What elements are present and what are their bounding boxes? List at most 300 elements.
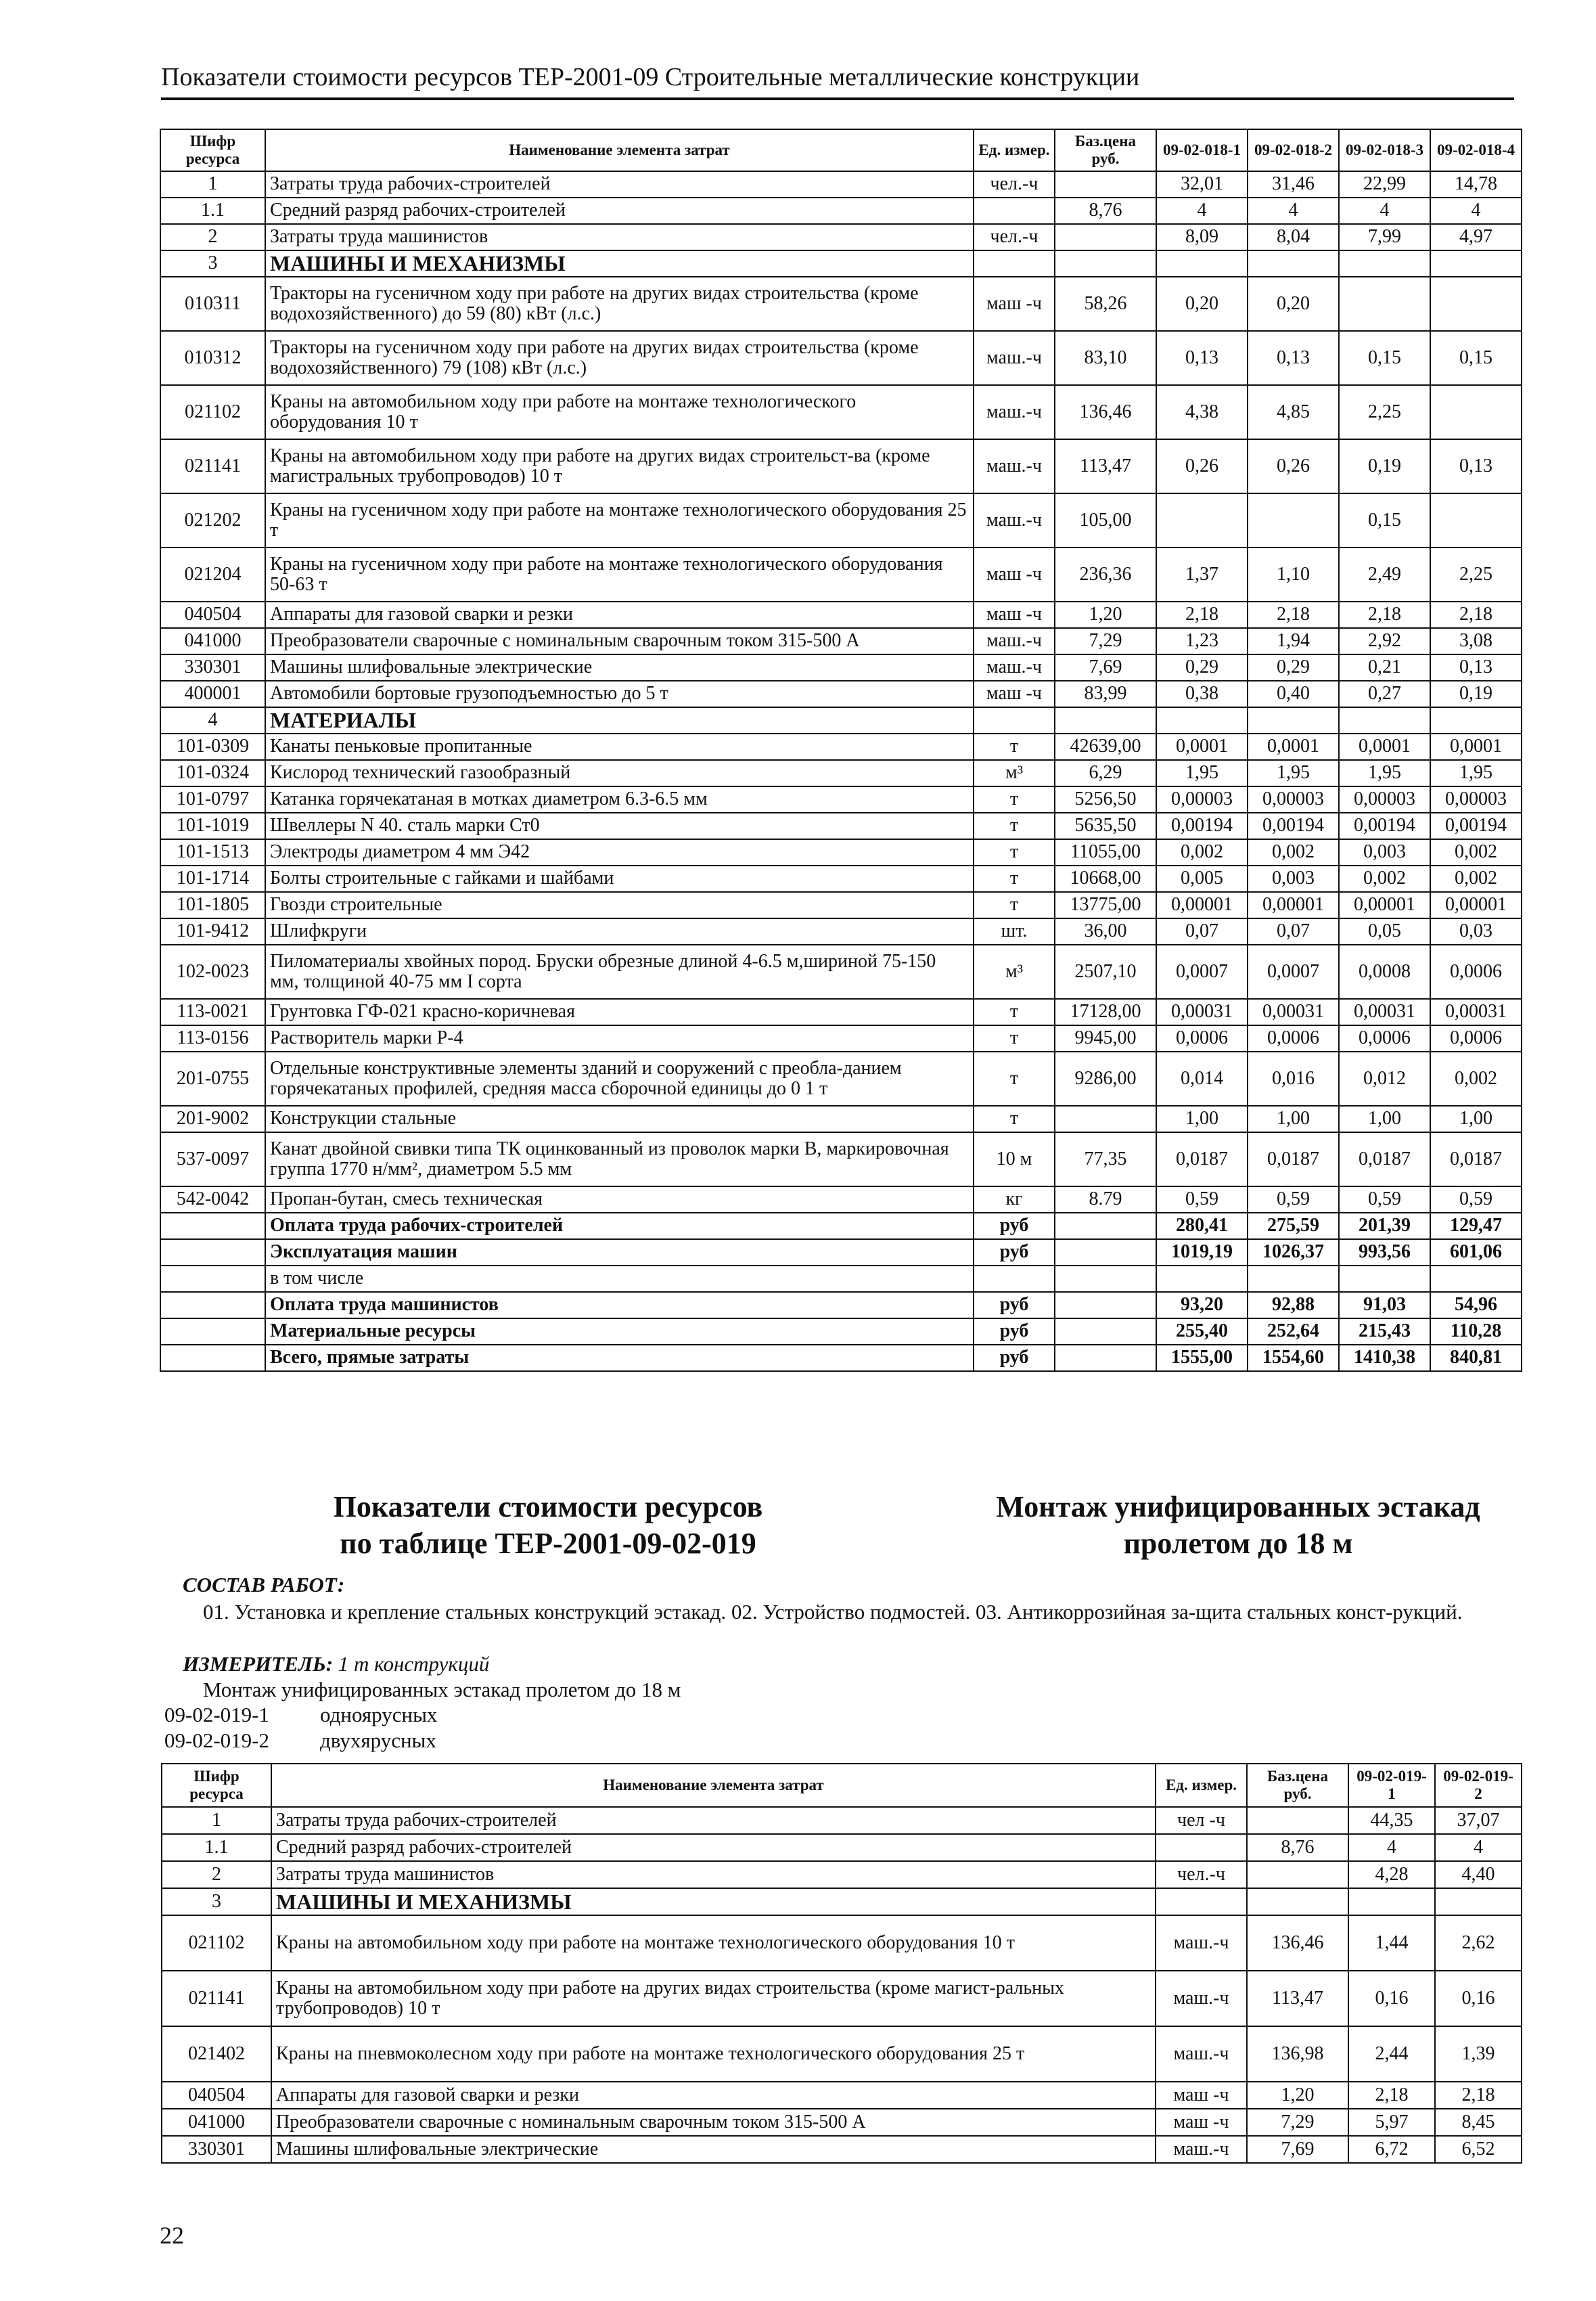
variant-1-line (164, 1702, 438, 1727)
resource-name-cell: Краны на пневмоколесном ходу при работе на монтаже технологического оборудования 25 т (271, 2026, 1156, 2082)
variant-3-value-cell: 2,18 (1339, 602, 1430, 628)
table-row (160, 331, 1522, 385)
table-row (160, 602, 1522, 628)
base-price-cell: 10668,00 (1055, 866, 1156, 892)
variant-4-value-cell: 14,78 (1430, 171, 1522, 198)
variant-1-value-cell: 0,00001 (1156, 892, 1248, 918)
variant-3-value-cell: 0,002 (1339, 866, 1430, 892)
unit-cell: маш.-ч (974, 385, 1055, 439)
base-price-cell (1055, 1292, 1156, 1318)
resource-name-cell: Краны на автомобильном ходу при работе на других видах строительст-ва (кроме магистральных трубопроводов) 10 т (265, 439, 974, 493)
base-price-cell: 136,98 (1247, 2026, 1348, 2082)
resource-code-cell: 2 (160, 224, 265, 250)
section-title-right (967, 1489, 1509, 1561)
resource-code-cell: 021202 (160, 493, 265, 548)
variant-4-value-cell: 1,95 (1430, 760, 1522, 786)
resource-code-cell (160, 1292, 265, 1318)
unit-cell: т (974, 866, 1055, 892)
variant-2-value-cell (1248, 250, 1339, 277)
base-price-cell: 8,76 (1247, 1834, 1348, 1861)
base-price-cell: 58,26 (1055, 277, 1156, 331)
resource-code-cell (160, 1239, 265, 1266)
variant-1-value-cell: 4 (1348, 1834, 1435, 1861)
variant-1-value-cell: 8,09 (1156, 224, 1248, 250)
resource-code-cell (160, 1213, 265, 1239)
table-row (162, 1971, 1522, 2026)
variant-4-value-cell: 0,59 (1430, 1186, 1522, 1213)
unit-cell: чел.-ч (974, 224, 1055, 250)
base-price-cell: 9945,00 (1055, 1025, 1156, 1052)
table-row (160, 1186, 1522, 1213)
unit-cell: чел -ч (1156, 1807, 1247, 1834)
unit-cell: кг (974, 1186, 1055, 1213)
variant-2-value-cell: 1,10 (1248, 548, 1339, 602)
col-header-name: Наименование элемента затрат (265, 129, 974, 171)
base-price-cell: 11055,00 (1055, 839, 1156, 866)
variant-2-value-cell: 1,39 (1435, 2026, 1522, 2082)
resource-name-cell: Преобразователи сварочные с номинальным сварочным током 315-500 А (271, 2109, 1156, 2136)
variant-4-value-cell: 129,47 (1430, 1213, 1522, 1239)
table-row (162, 2026, 1522, 2082)
variant-1-value-cell: 1555,00 (1156, 1345, 1248, 1371)
unit-cell: маш -ч (1156, 2082, 1247, 2109)
variant-1-value-cell (1348, 1888, 1435, 1915)
unit-cell: чел.-ч (974, 171, 1055, 198)
resource-code-cell: 041000 (160, 628, 265, 654)
col-header-variant-3: 09-02-018-3 (1339, 129, 1430, 171)
table-row (160, 1345, 1522, 1371)
unit-cell: маш.-ч (974, 331, 1055, 385)
base-price-cell: 83,99 (1055, 681, 1156, 707)
resource-code-cell: 113-0156 (160, 1025, 265, 1052)
unit-cell: т (974, 813, 1055, 839)
base-price-cell (1055, 224, 1156, 250)
section-title-left-line2: по таблице ТЕР-2001-09-02-019 (340, 1526, 756, 1560)
base-price-cell (1055, 1213, 1156, 1239)
variant-4-value-cell: 0,002 (1430, 839, 1522, 866)
resource-name-cell: Преобразователи сварочные с номинальным сварочным током 315-500 А (265, 628, 974, 654)
resource-name-cell: Тракторы на гусеничном ходу при работе на других видах строительства (кроме водохозяйственного) 79 (108) кВт (л.с.) (265, 331, 974, 385)
table-row (160, 224, 1522, 250)
col-header-unit: Ед. измер. (1156, 1764, 1247, 1807)
base-price-cell: 17128,00 (1055, 999, 1156, 1025)
unit-cell: м³ (974, 945, 1055, 999)
variant-1-value-cell: 0,014 (1156, 1052, 1248, 1106)
resource-code-cell: 010312 (160, 331, 265, 385)
col-header-variant-2: 09-02-018-2 (1248, 129, 1339, 171)
table-row (160, 1239, 1522, 1266)
variant-4-value-cell: 0,0006 (1430, 945, 1522, 999)
resource-code-cell: 021102 (162, 1915, 271, 1971)
resource-cost-table-019 (161, 1763, 1522, 2164)
variant-4-value-cell (1430, 250, 1522, 277)
unit-cell: шт. (974, 918, 1055, 945)
resource-code-cell: 537-0097 (160, 1132, 265, 1186)
variant-1-value-cell: 5,97 (1348, 2109, 1435, 2136)
unit-cell: м³ (974, 760, 1055, 786)
unit-cell: т (974, 999, 1055, 1025)
unit-cell: т (974, 1106, 1055, 1132)
section-title-left (291, 1489, 805, 1561)
variant-1-value-cell (1156, 250, 1248, 277)
table-row (162, 2082, 1522, 2109)
resource-cost-table-018 (160, 129, 1522, 1372)
unit-cell: руб (974, 1345, 1055, 1371)
resource-code-cell: 102-0023 (160, 945, 265, 999)
unit-cell: маш -ч (1156, 2109, 1247, 2136)
unit-cell: маш -ч (974, 277, 1055, 331)
variant-3-value-cell: 0,00003 (1339, 786, 1430, 813)
variant-1-value-cell: 6,72 (1348, 2136, 1435, 2163)
base-price-cell (1247, 1888, 1348, 1915)
variant-1-value-cell: 2,18 (1156, 602, 1248, 628)
table-row (160, 892, 1522, 918)
variant-2-value-cell: 0,0007 (1248, 945, 1339, 999)
variant-4-value-cell: 0,00001 (1430, 892, 1522, 918)
variant-2-value-cell: 2,18 (1435, 2082, 1522, 2109)
unit-cell: т (974, 839, 1055, 866)
variant-2-value-cell: 0,016 (1248, 1052, 1339, 1106)
unit-cell: руб (974, 1292, 1055, 1318)
variant-1-value-cell: 0,005 (1156, 866, 1248, 892)
variant-1-value-cell (1156, 707, 1248, 734)
resource-name-cell: Оплата труда машинистов (265, 1292, 974, 1318)
variant-2-value-cell: 0,00194 (1248, 813, 1339, 839)
base-price-cell (1247, 1807, 1348, 1834)
variant-2-value-cell: 0,16 (1435, 1971, 1522, 2026)
resource-name-cell: Затраты труда машинистов (265, 224, 974, 250)
variant-3-value-cell: 0,00031 (1339, 999, 1430, 1025)
table-row (160, 813, 1522, 839)
variant-2-value-cell: 1554,60 (1248, 1345, 1339, 1371)
variant-2-value-cell: 2,62 (1435, 1915, 1522, 1971)
variant-3-value-cell: 0,0187 (1339, 1132, 1430, 1186)
variant-3-value-cell: 0,05 (1339, 918, 1430, 945)
resource-code-cell: 101-0324 (160, 760, 265, 786)
base-price-cell: 105,00 (1055, 493, 1156, 548)
resource-name-cell: Электроды диаметром 4 мм Э42 (265, 839, 974, 866)
work-composition-text: 01. Установка и крепление стальных конструкций эстакад. 02. Устройство подмостей. 03. Антикоррозийная за-щита стальных конст-рукций. (203, 1600, 1463, 1624)
variant-4-value-cell: 4,97 (1430, 224, 1522, 250)
unit-cell (1156, 1834, 1247, 1861)
base-price-cell: 113,47 (1247, 1971, 1348, 2026)
resource-code-cell: 040504 (162, 2082, 271, 2109)
variant-2-value-cell: 1,94 (1248, 628, 1339, 654)
variant-2-code: 09-02-019-2 (164, 1728, 269, 1752)
variant-1-value-cell: 1019,19 (1156, 1239, 1248, 1266)
col-header-unit: Ед. измер. (974, 129, 1055, 171)
base-price-cell (1055, 250, 1156, 277)
variant-4-value-cell (1430, 385, 1522, 439)
variant-3-value-cell: 0,27 (1339, 681, 1430, 707)
variant-2-value-cell: 0,00001 (1248, 892, 1339, 918)
base-price-cell: 136,46 (1247, 1915, 1348, 1971)
resource-name-cell: Аппараты для газовой сварки и резки (265, 602, 974, 628)
variant-1-value-cell: 0,002 (1156, 839, 1248, 866)
base-price-cell: 7,29 (1247, 2109, 1348, 2136)
variant-2-value-cell: 0,00003 (1248, 786, 1339, 813)
variant-3-value-cell: 0,003 (1339, 839, 1430, 866)
unit-cell: т (974, 786, 1055, 813)
variant-2-value-cell: 0,13 (1248, 331, 1339, 385)
resource-name-cell: МАШИНЫ И МЕХАНИЗМЫ (271, 1888, 1156, 1915)
resource-code-cell: 101-0797 (160, 786, 265, 813)
work-composition-label: СОСТАВ РАБОТ: (183, 1573, 345, 1596)
variant-3-value-cell: 0,19 (1339, 439, 1430, 493)
base-price-cell: 7,29 (1055, 628, 1156, 654)
unit-cell: чел.-ч (1156, 1861, 1247, 1888)
base-price-cell: 1,20 (1055, 602, 1156, 628)
resource-name-cell: Отдельные конструктивные элементы зданий и сооружений с преобла-данием горячекатаных профилей, средняя масса сборочной единицы до 0 1 т (265, 1052, 974, 1106)
section-title-right-line2: пролетом до 18 м (1123, 1526, 1353, 1560)
variant-1-code: 09-02-019-1 (164, 1703, 269, 1726)
resource-name-cell: Гвозди строительные (265, 892, 974, 918)
base-price-cell: 77,35 (1055, 1132, 1156, 1186)
base-price-cell (1055, 1345, 1156, 1371)
resource-code-cell: 330301 (160, 654, 265, 681)
table-row (160, 198, 1522, 224)
table-row (162, 1888, 1522, 1915)
table-row (160, 786, 1522, 813)
variant-1-value-cell: 44,35 (1348, 1807, 1435, 1834)
variant-3-value-cell (1339, 707, 1430, 734)
variant-3-value-cell: 2,49 (1339, 548, 1430, 602)
resource-code-cell: 101-0309 (160, 734, 265, 760)
variant-4-value-cell: 3,08 (1430, 628, 1522, 654)
variant-3-value-cell: 0,0006 (1339, 1025, 1430, 1052)
variant-1-value-cell: 0,38 (1156, 681, 1248, 707)
variant-1-value-cell (1156, 1266, 1248, 1292)
base-price-cell: 8.79 (1055, 1186, 1156, 1213)
table-row (162, 2109, 1522, 2136)
variant-4-value-cell: 0,03 (1430, 918, 1522, 945)
unit-cell: руб (974, 1213, 1055, 1239)
unit-cell: т (974, 892, 1055, 918)
table-row (160, 493, 1522, 548)
resource-name-cell: в том числе (265, 1266, 974, 1292)
variant-2-line (164, 1728, 436, 1753)
base-price-cell: 8,76 (1055, 198, 1156, 224)
variant-2-value-cell: 0,40 (1248, 681, 1339, 707)
variant-1-value-cell: 0,0006 (1156, 1025, 1248, 1052)
unit-cell: маш.-ч (974, 493, 1055, 548)
variant-2-value-cell: 252,64 (1248, 1318, 1339, 1345)
table-header-row (160, 129, 1522, 171)
variant-3-value-cell: 215,43 (1339, 1318, 1430, 1345)
table-row (160, 945, 1522, 999)
variant-1-value-cell: 1,95 (1156, 760, 1248, 786)
section-title-left-line1: Показатели стоимости ресурсов (333, 1490, 763, 1523)
variant-3-value-cell: 0,00001 (1339, 892, 1430, 918)
variant-1-value-cell: 2,44 (1348, 2026, 1435, 2082)
resource-code-cell: 021204 (160, 548, 265, 602)
resource-code-cell: 4 (160, 707, 265, 734)
resource-code-cell: 101-9412 (160, 918, 265, 945)
table-row (160, 918, 1522, 945)
base-price-cell: 83,10 (1055, 331, 1156, 385)
variant-1-value-cell: 280,41 (1156, 1213, 1248, 1239)
resource-name-cell: Болты строительные с гайками и шайбами (265, 866, 974, 892)
resource-name-cell: Кислород технический газообразный (265, 760, 974, 786)
base-price-cell (1055, 171, 1156, 198)
variant-1-value-cell: 0,00003 (1156, 786, 1248, 813)
variant-4-value-cell (1430, 277, 1522, 331)
variant-3-value-cell: 0,15 (1339, 493, 1430, 548)
base-price-cell: 36,00 (1055, 918, 1156, 945)
table-row (160, 250, 1522, 277)
col-header-variant-4: 09-02-018-4 (1430, 129, 1522, 171)
variant-2-value-cell: 4 (1435, 1834, 1522, 1861)
variant-3-value-cell: 2,25 (1339, 385, 1430, 439)
unit-cell: маш.-ч (1156, 2026, 1247, 2082)
variant-4-value-cell: 2,25 (1430, 548, 1522, 602)
unit-cell (1156, 1888, 1247, 1915)
variant-1-value-cell: 1,44 (1348, 1915, 1435, 1971)
resource-name-cell: Канаты пеньковые пропитанные (265, 734, 974, 760)
variant-2-value-cell: 0,0187 (1248, 1132, 1339, 1186)
base-price-cell: 7,69 (1055, 654, 1156, 681)
resource-code-cell: 021141 (162, 1971, 271, 2026)
table-row (160, 171, 1522, 198)
resource-name-cell: Краны на автомобильном ходу при работе на монтаже технологического оборудования 10 т (271, 1915, 1156, 1971)
table-row (160, 277, 1522, 331)
resource-name-cell: Автомобили бортовые грузоподъемностью до 5 т (265, 681, 974, 707)
table-row (160, 1025, 1522, 1052)
table-row (160, 1052, 1522, 1106)
resource-code-cell: 201-0755 (160, 1052, 265, 1106)
table-row (160, 1132, 1522, 1186)
base-price-cell (1055, 1266, 1156, 1292)
variant-4-value-cell: 0,002 (1430, 1052, 1522, 1106)
resource-code-cell: 101-1714 (160, 866, 265, 892)
variant-2-value-cell: 8,04 (1248, 224, 1339, 250)
variant-1-value-cell: 0,0187 (1156, 1132, 1248, 1186)
base-price-cell: 5256,50 (1055, 786, 1156, 813)
resource-name-cell: Аппараты для газовой сварки и резки (271, 2082, 1156, 2109)
resource-name-cell: Машины шлифовальные электрические (265, 654, 974, 681)
col-header-price: Баз.цена руб. (1055, 129, 1156, 171)
variant-3-value-cell: 0,59 (1339, 1186, 1430, 1213)
variant-3-value-cell: 0,21 (1339, 654, 1430, 681)
variant-4-value-cell: 1,00 (1430, 1106, 1522, 1132)
variant-1-value-cell: 0,00031 (1156, 999, 1248, 1025)
table-row (160, 999, 1522, 1025)
unit-cell: руб (974, 1318, 1055, 1345)
variant-1-value-cell: 0,07 (1156, 918, 1248, 945)
variant-1-value-cell (1156, 493, 1248, 548)
variant-1-value-cell: 0,00194 (1156, 813, 1248, 839)
resource-name-cell: Затраты труда рабочих-строителей (265, 171, 974, 198)
col-header-price: Баз.цена руб. (1247, 1764, 1348, 1807)
variant-2-value-cell: 4,40 (1435, 1861, 1522, 1888)
unit-cell: маш -ч (974, 602, 1055, 628)
variant-2-value-cell: 0,00031 (1248, 999, 1339, 1025)
variant-4-value-cell: 4 (1430, 198, 1522, 224)
base-price-cell: 42639,00 (1055, 734, 1156, 760)
table-row (162, 1807, 1522, 1834)
variant-2-value-cell: 1,95 (1248, 760, 1339, 786)
unit-cell: маш.-ч (1156, 2136, 1247, 2163)
table-row (160, 1106, 1522, 1132)
unit-cell: маш -ч (974, 681, 1055, 707)
resource-name-cell: Шлифкруги (265, 918, 974, 945)
unit-cell: 10 м (974, 1132, 1055, 1186)
variant-4-value-cell: 110,28 (1430, 1318, 1522, 1345)
resource-name-cell: Затраты труда рабочих-строителей (271, 1807, 1156, 1834)
variant-2-value-cell: 275,59 (1248, 1213, 1339, 1239)
variant-1-value-cell: 0,26 (1156, 439, 1248, 493)
unit-cell: т (974, 1025, 1055, 1052)
variant-2-value-cell: 0,0006 (1248, 1025, 1339, 1052)
measure-unit-label: ИЗМЕРИТЕЛЬ: (183, 1652, 334, 1676)
resource-name-cell: Растворитель марки Р-4 (265, 1025, 974, 1052)
table-row (160, 654, 1522, 681)
resource-code-cell: 021102 (160, 385, 265, 439)
variant-3-value-cell (1339, 277, 1430, 331)
base-price-cell: 9286,00 (1055, 1052, 1156, 1106)
variant-2-value-cell: 0,59 (1248, 1186, 1339, 1213)
variant-1-name: одноярусных (320, 1703, 438, 1726)
variant-1-value-cell: 1,37 (1156, 548, 1248, 602)
variant-1-value-cell: 0,0001 (1156, 734, 1248, 760)
variant-2-value-cell: 0,20 (1248, 277, 1339, 331)
resource-name-cell: Средний разряд рабочих-строителей (265, 198, 974, 224)
variant-2-value-cell: 2,18 (1248, 602, 1339, 628)
unit-cell: маш.-ч (1156, 1915, 1247, 1971)
resource-name-cell: Машины шлифовальные электрические (271, 2136, 1156, 2163)
resource-code-cell: 101-1513 (160, 839, 265, 866)
resource-code-cell: 2 (162, 1861, 271, 1888)
variant-2-value-cell (1248, 707, 1339, 734)
variant-4-value-cell: 0,15 (1430, 331, 1522, 385)
resource-code-cell (160, 1266, 265, 1292)
resource-code-cell: 010311 (160, 277, 265, 331)
variant-4-value-cell: 0,0006 (1430, 1025, 1522, 1052)
col-header-code: Шифр ресурса (162, 1764, 271, 1807)
variant-4-value-cell: 601,06 (1430, 1239, 1522, 1266)
table-row (160, 439, 1522, 493)
variant-2-value-cell: 31,46 (1248, 171, 1339, 198)
resource-name-cell: Канат двойной свивки типа ТК оцинкованный из проволок марки В, маркировочная группа 1770 н/мм², диаметром 5.5 мм (265, 1132, 974, 1186)
variant-1-value-cell: 4,28 (1348, 1861, 1435, 1888)
resource-code-cell: 040504 (160, 602, 265, 628)
variant-3-value-cell: 993,56 (1339, 1239, 1430, 1266)
table-row (160, 548, 1522, 602)
variant-3-value-cell: 7,99 (1339, 224, 1430, 250)
table-row (160, 1213, 1522, 1239)
col-header-variant-1: 09-02-018-1 (1156, 129, 1248, 171)
table-row (160, 734, 1522, 760)
variant-3-value-cell: 0,0008 (1339, 945, 1430, 999)
variant-3-value-cell (1339, 250, 1430, 277)
variant-3-value-cell: 1,00 (1339, 1106, 1430, 1132)
base-price-cell: 136,46 (1055, 385, 1156, 439)
variant-2-value-cell: 6,52 (1435, 2136, 1522, 2163)
variant-2-value-cell: 8,45 (1435, 2109, 1522, 2136)
variant-3-value-cell: 2,92 (1339, 628, 1430, 654)
resource-name-cell: Материальные ресурсы (265, 1318, 974, 1345)
variant-2-value-cell: 4,85 (1248, 385, 1339, 439)
variant-2-value-cell: 0,002 (1248, 839, 1339, 866)
variant-2-value-cell (1248, 493, 1339, 548)
unit-cell (974, 1266, 1055, 1292)
base-price-cell: 236,36 (1055, 548, 1156, 602)
variant-4-value-cell (1430, 493, 1522, 548)
variant-2-value-cell: 0,003 (1248, 866, 1339, 892)
unit-cell: руб (974, 1239, 1055, 1266)
resource-name-cell: Оплата труда рабочих-строителей (265, 1213, 974, 1239)
resource-code-cell: 1 (160, 171, 265, 198)
